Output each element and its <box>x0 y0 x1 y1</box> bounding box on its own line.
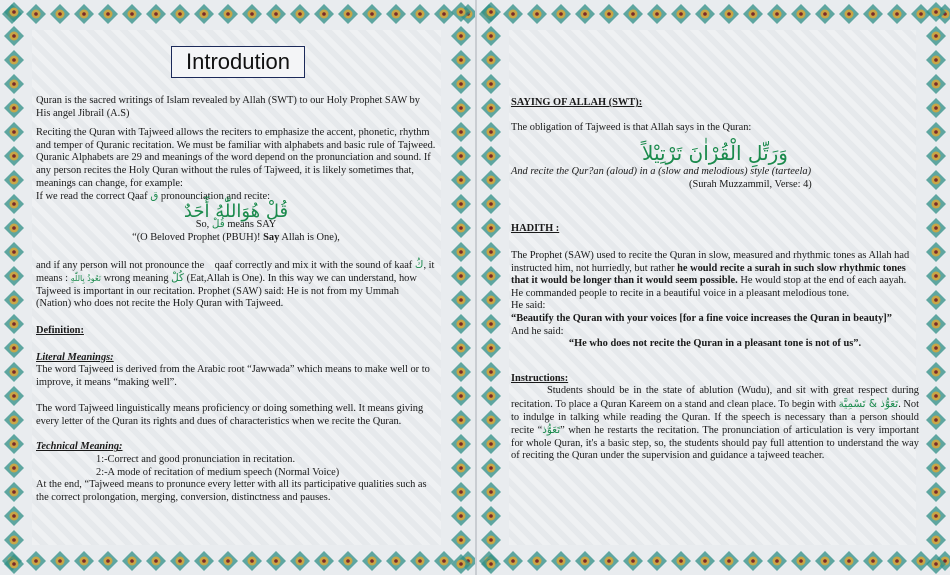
hadith-heading: HADITH : <box>511 223 560 235</box>
border-motif <box>481 242 501 262</box>
right-page <box>477 0 950 575</box>
wrong-meaning-text: wrong meaning <box>103 273 169 285</box>
border-motif <box>481 194 501 214</box>
intro-text <box>36 95 436 504</box>
hadith-text-c: He would stop at the end of each aayah. He commanded people to recite in a beautiful voice in a pleasant melodious tone. <box>511 275 907 299</box>
quote-start: “(O Beloved Prophet (PBUH)! <box>132 231 261 243</box>
border-motif <box>4 170 24 190</box>
border-motif <box>50 4 70 24</box>
border-motif <box>719 551 739 571</box>
ornamental-border-left <box>0 0 28 575</box>
border-motif <box>314 4 334 24</box>
border-motif <box>863 551 883 571</box>
border-motif <box>451 194 471 214</box>
hadith-paragraph <box>511 250 919 300</box>
paragraph-quran: Quran is the sacred writings of Islam revealed by Allah (SWT) to our Holy Prophet SAW by His angel Jibrail (A.S) <box>36 95 420 119</box>
kaaf-text-a: and if any person will not pronounce the <box>36 259 205 271</box>
border-motif <box>451 218 471 238</box>
border-motif <box>451 50 471 70</box>
border-motif <box>50 551 70 571</box>
hadith-quote-1: “Beautify the Quran with your voices [for a fine voice increases the Quran in beauty]” <box>511 312 892 324</box>
saying-reference: (Surah Muzzammil, Verse: 4) <box>689 178 812 190</box>
border-motif <box>481 314 501 334</box>
border-motif <box>4 314 24 334</box>
kaaf-glyph: كُ <box>414 258 424 271</box>
border-motif <box>4 50 24 70</box>
border-motif <box>451 98 471 118</box>
technical-point-1: 1:-Correct and good pronunciation in recitation. <box>96 454 296 466</box>
border-motif <box>481 26 501 46</box>
border-motif <box>451 410 471 430</box>
border-motif <box>481 290 501 310</box>
border-motif <box>481 98 501 118</box>
border-motif <box>935 551 950 571</box>
border-motif <box>863 4 883 24</box>
border-motif <box>362 4 382 24</box>
border-motif <box>4 194 24 214</box>
border-motif <box>481 410 501 430</box>
border-motif <box>575 551 595 571</box>
instructions-heading: Instructions: <box>511 372 569 384</box>
instructions-text-c: ” when he restarts the recitation. The pronunciation of articulation is very important for whole Quran, it's a basic step, so, the students should pay full attention to understand the way of reciting the Quran under the supervision and guidance a tajweed teacher. <box>511 425 919 462</box>
border-motif <box>451 170 471 190</box>
border-motif <box>4 98 24 118</box>
arabic-verse-ikhlas: قُلْ هُوَاللّٰهُ أَحَدٌ <box>183 200 289 222</box>
border-motif <box>479 4 499 24</box>
border-motif <box>599 4 619 24</box>
border-motif <box>451 530 471 550</box>
quote-line <box>36 232 436 245</box>
taawwuz-glyph-2: تَعَوُّذ <box>542 424 561 437</box>
kaaf-text-b: qaaf correctly and mix it with the sound of kaaf <box>214 259 413 271</box>
ornamental-border-bottom <box>0 547 475 575</box>
border-motif <box>481 74 501 94</box>
border-motif <box>218 4 238 24</box>
border-motif <box>719 4 739 24</box>
border-motif <box>551 4 571 24</box>
border-motif <box>4 122 24 142</box>
border-motif <box>695 551 715 571</box>
border-motif <box>451 2 471 22</box>
border-motif <box>170 4 190 24</box>
kaaf-text-e: (Eat,Allah is One). In this way we can understand, how Tajweed is important in our recitation. Prophet (SAW) said: He is not from my Ummah (Nation) who does not recite the Holy Quran with Tajweed. <box>36 273 417 310</box>
border-motif <box>338 4 358 24</box>
border-motif <box>451 482 471 502</box>
border-motif <box>481 362 501 382</box>
border-motif <box>451 554 471 574</box>
border-motif <box>815 4 835 24</box>
border-motif <box>481 338 501 358</box>
border-motif <box>481 50 501 70</box>
quote-end: Allah is One), <box>281 231 340 243</box>
definition-heading: Definition: <box>36 324 84 336</box>
border-motif <box>926 2 946 22</box>
border-motif <box>926 242 946 262</box>
border-motif <box>926 290 946 310</box>
qaaf-glyph: ق <box>150 190 159 203</box>
border-motif <box>290 4 310 24</box>
border-motif <box>926 554 946 574</box>
right-text <box>511 97 919 463</box>
border-motif <box>767 4 787 24</box>
kul-glyph: كُلْ <box>171 272 184 285</box>
border-motif <box>451 242 471 262</box>
border-motif <box>26 4 46 24</box>
border-motif <box>926 74 946 94</box>
border-motif <box>575 4 595 24</box>
border-motif <box>386 4 406 24</box>
border-motif <box>926 362 946 382</box>
border-motif <box>481 2 501 22</box>
so-line <box>36 218 436 232</box>
qul-glyph: قُلْ <box>211 218 225 231</box>
taawwuz-glyph: نَعُوذُ بِاللّٰهِ <box>70 274 102 284</box>
border-motif <box>911 551 931 571</box>
border-motif <box>767 551 787 571</box>
border-motif <box>481 266 501 286</box>
border-motif <box>98 4 118 24</box>
border-motif <box>451 26 471 46</box>
border-motif <box>146 4 166 24</box>
border-motif <box>887 551 907 571</box>
border-motif <box>926 266 946 286</box>
border-motif <box>481 122 501 142</box>
border-motif <box>451 458 471 478</box>
border-motif <box>911 4 931 24</box>
border-motif <box>815 551 835 571</box>
border-motif <box>926 98 946 118</box>
kaaf-text-c: , it means : <box>36 259 435 285</box>
border-motif <box>695 4 715 24</box>
ornamental-border-top <box>0 0 475 28</box>
border-motif <box>926 194 946 214</box>
border-motif <box>527 551 547 571</box>
border-motif <box>4 530 24 550</box>
border-motif <box>599 551 619 571</box>
qaaf-text-start: If we read the correct Qaaf <box>36 191 148 203</box>
border-motif <box>671 551 691 571</box>
literal-text: The word Tajweed is derived from the Arabic root “Jawwada” which means to make well or to improve, it means “making well”. <box>36 364 430 388</box>
qaaf-text-end: pronounciation and recite: <box>160 191 270 203</box>
border-motif <box>434 551 454 571</box>
border-motif <box>122 551 142 571</box>
border-motif <box>98 551 118 571</box>
border-motif <box>2 4 22 24</box>
border-motif <box>451 146 471 166</box>
saying-heading: SAYING OF ALLAH (SWT): <box>511 97 643 108</box>
border-motif <box>926 434 946 454</box>
border-motif <box>4 26 24 46</box>
border-motif <box>4 338 24 358</box>
border-motif <box>481 506 501 526</box>
border-motif <box>743 4 763 24</box>
ornamental-border-right <box>922 0 950 575</box>
taawwuz-tasmiya-glyph: تَعَوُّذ & تَسْمِيَّة <box>838 397 899 410</box>
technical-conclusion: At the end, “Tajweed means to pronunce every letter with all its participative qualities such as the correct prolongation, merging, conversion, distinctness and pauses. <box>36 479 427 503</box>
border-motif <box>4 434 24 454</box>
border-motif <box>4 266 24 286</box>
border-motif <box>503 4 523 24</box>
border-motif <box>170 551 190 571</box>
he-said: He said: <box>511 300 546 312</box>
border-motif <box>451 290 471 310</box>
border-motif <box>451 506 471 526</box>
border-motif <box>451 74 471 94</box>
border-motif <box>791 4 811 24</box>
means-say-text: means SAY <box>227 219 277 231</box>
border-motif <box>481 434 501 454</box>
border-motif <box>481 458 501 478</box>
border-motif <box>26 551 46 571</box>
border-motif <box>4 458 24 478</box>
and-he-said: And he said: <box>511 325 564 337</box>
border-motif <box>481 554 501 574</box>
border-motif <box>839 4 859 24</box>
instructions-text <box>511 385 919 463</box>
quote-say: Say <box>263 231 280 243</box>
ornamental-border-bottom <box>477 547 950 575</box>
border-motif <box>926 122 946 142</box>
paragraph-tajweed: Reciting the Quran with Tajweed allows the reciters to emphasize the accent, phonetic, rhythm and temper of Quranic recitation. We must be familiar with alphabets and basic rule of Tajweed. Quranic Alphabets are 29 and meanings of the word depend on the pronunciation and sound. If any person recites the Holy Quran without the rules of Tajweed, it is likely sometimes that, meanings can change, for example: <box>36 127 436 189</box>
border-motif <box>926 386 946 406</box>
border-motif <box>451 122 471 142</box>
border-motif <box>926 314 946 334</box>
border-motif <box>290 551 310 571</box>
border-motif <box>451 266 471 286</box>
border-motif <box>410 4 430 24</box>
border-motif <box>194 4 214 24</box>
border-motif <box>122 4 142 24</box>
border-motif <box>218 551 238 571</box>
border-motif <box>647 551 667 571</box>
literal-heading: Literal Meanings: <box>36 351 114 363</box>
border-motif <box>2 551 22 571</box>
border-motif <box>458 551 475 571</box>
border-motif <box>935 4 950 24</box>
border-motif <box>362 551 382 571</box>
border-motif <box>4 290 24 310</box>
border-motif <box>839 551 859 571</box>
instructions-text-a: Students should be in the state of ablution (Wudu), and sit with great respect during recitation. To place a Quran Kareem on a stand and clean place. To begin with <box>511 385 919 410</box>
border-motif <box>503 551 523 571</box>
border-motif <box>338 551 358 571</box>
border-motif <box>481 386 501 406</box>
border-motif <box>242 551 262 571</box>
border-motif <box>410 551 430 571</box>
hadith-quote-2: “He who does not recite the Quran in a pleasant tone is not of us”. <box>568 338 862 350</box>
border-motif <box>4 242 24 262</box>
border-motif <box>743 551 763 571</box>
ornamental-border-right <box>447 0 475 575</box>
border-motif <box>4 410 24 430</box>
arabic-verse-muzzammil: وَرَتِّلِ الْقُرْاٰنَ تَرْتِيْلاً <box>642 141 788 166</box>
border-motif <box>926 410 946 430</box>
border-motif <box>74 4 94 24</box>
border-motif <box>4 218 24 238</box>
border-motif <box>623 551 643 571</box>
border-motif <box>4 2 24 22</box>
border-motif <box>481 146 501 166</box>
border-motif <box>791 551 811 571</box>
border-motif <box>623 4 643 24</box>
border-motif <box>481 170 501 190</box>
saying-intro: The obligation of Tajweed is that Allah says in the Quran: <box>511 121 752 133</box>
border-motif <box>194 551 214 571</box>
border-motif <box>266 551 286 571</box>
technical-point-2: 2:-A mode of recitation of medium speech (Normal Voice) <box>96 466 340 478</box>
border-motif <box>887 4 907 24</box>
technical-heading: Technical Meaning: <box>36 441 123 453</box>
border-motif <box>551 551 571 571</box>
border-motif <box>451 362 471 382</box>
border-motif <box>926 338 946 358</box>
border-motif <box>527 4 547 24</box>
border-motif <box>386 551 406 571</box>
so-text: So, <box>195 219 210 231</box>
border-motif <box>479 551 499 571</box>
border-motif <box>481 482 501 502</box>
hadith-text-a: The Prophet (SAW) used to recite the Quran in slow, measured and rhythmic tones as Allah had instructed him, not hurriedly, but rather <box>511 249 910 274</box>
border-motif <box>926 50 946 70</box>
border-motif <box>242 4 262 24</box>
border-motif <box>458 4 475 24</box>
border-motif <box>647 4 667 24</box>
border-motif <box>434 4 454 24</box>
instructions-text-b: . Not to indulge in talking while reading the Quran. If the speech is necessary than a person should recite “ <box>511 398 919 437</box>
linguistic-text: The word Tajweed linguistically means proficiency or doing something well. It means giving every letter of the Quran its rights and dues of characteristics when we recite the Quran. <box>36 403 424 427</box>
paragraph-kaaf <box>36 259 436 311</box>
border-motif <box>926 170 946 190</box>
border-motif <box>926 26 946 46</box>
border-motif <box>451 314 471 334</box>
border-motif <box>926 506 946 526</box>
border-motif <box>4 362 24 382</box>
border-motif <box>74 551 94 571</box>
border-motif <box>481 530 501 550</box>
border-motif <box>451 434 471 454</box>
border-motif <box>451 338 471 358</box>
border-motif <box>146 551 166 571</box>
border-motif <box>451 386 471 406</box>
border-motif <box>926 218 946 238</box>
page-title: Introdution <box>171 46 305 78</box>
border-motif <box>266 4 286 24</box>
border-motif <box>4 74 24 94</box>
ornamental-border-top <box>477 0 950 28</box>
border-motif <box>4 482 24 502</box>
border-motif <box>4 386 24 406</box>
saying-translation: And recite the Qur?an (aloud) in a (slow and melodious) style (tarteela) <box>511 166 812 178</box>
border-motif <box>926 530 946 550</box>
border-motif <box>671 4 691 24</box>
border-motif <box>4 506 24 526</box>
border-motif <box>4 146 24 166</box>
ornamental-border-left <box>477 0 505 575</box>
border-motif <box>481 218 501 238</box>
border-motif <box>314 551 334 571</box>
hadith-text-bold: he would recite a surah in such slow rhythmic tones that it would be longer than it would seem possible. <box>511 262 906 287</box>
border-motif <box>926 146 946 166</box>
border-motif <box>4 554 24 574</box>
border-motif <box>926 458 946 478</box>
border-motif <box>926 482 946 502</box>
